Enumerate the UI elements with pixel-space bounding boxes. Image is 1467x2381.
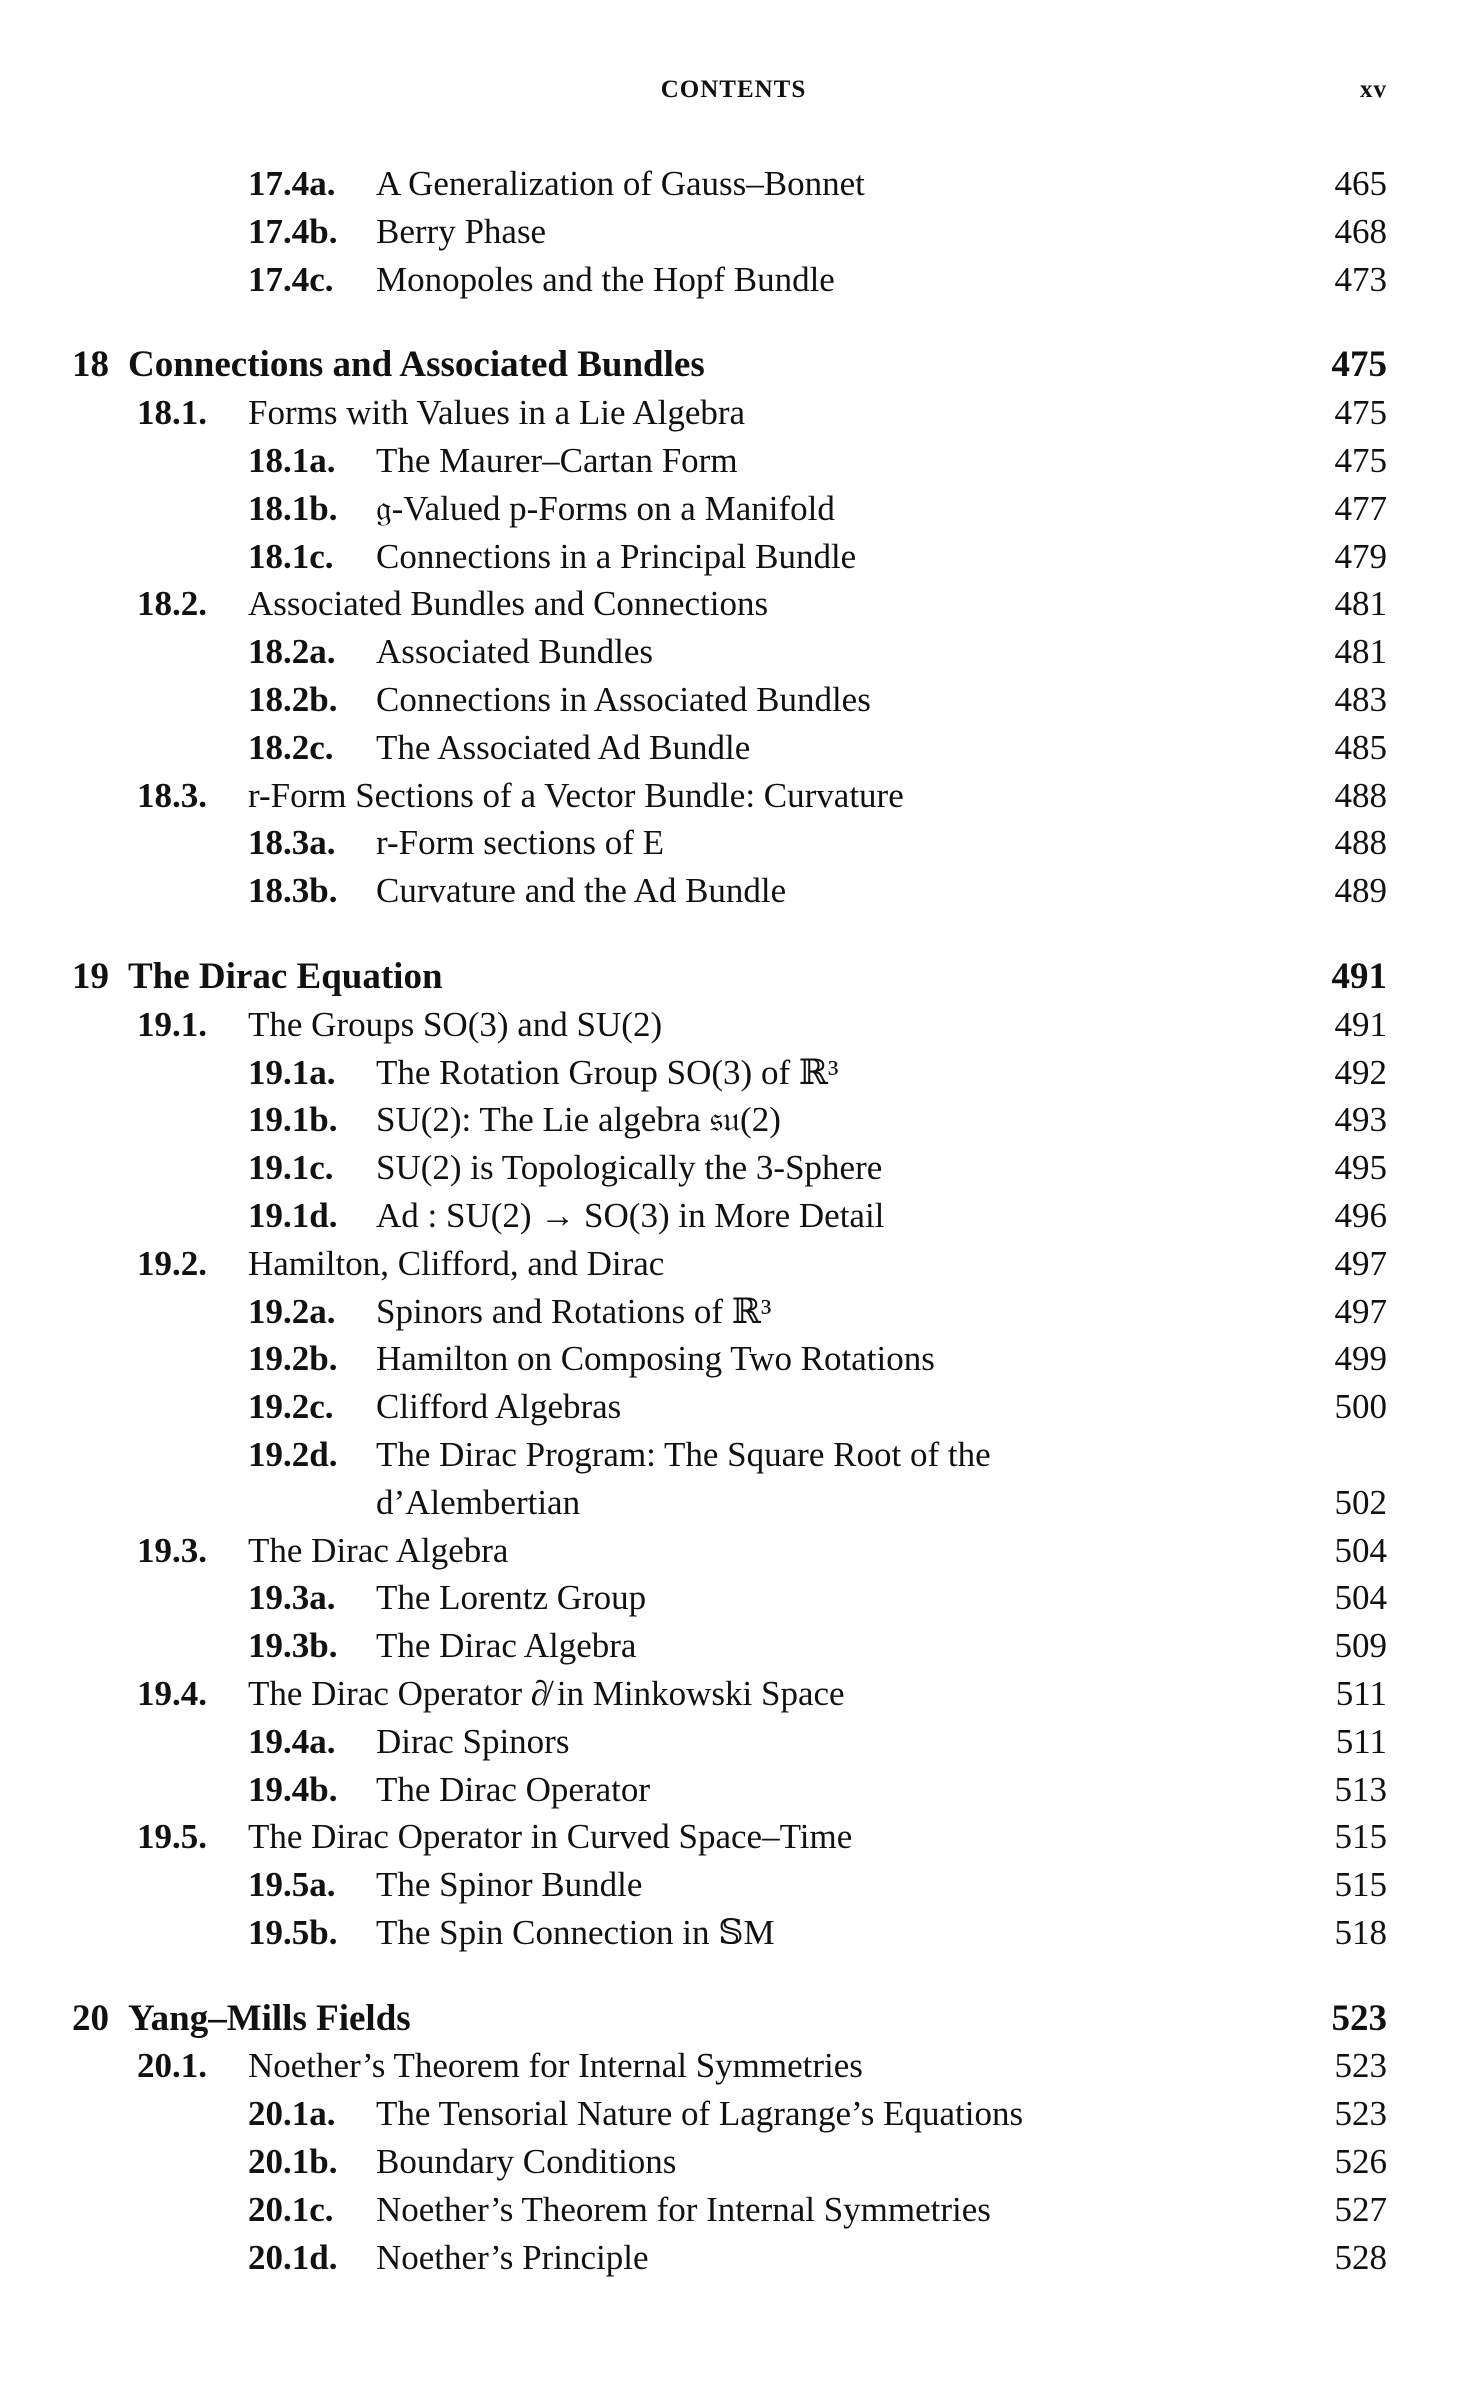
entry-number: 19	[72, 955, 109, 997]
entry-title: Curvature and the Ad Bundle	[376, 871, 787, 911]
entry-page: 473	[1334, 259, 1387, 299]
toc-entry-sub	[0, 724, 1467, 772]
toc-entry-sub	[0, 1288, 1467, 1336]
entry-number: 18.3.	[137, 775, 207, 815]
entry-title: The Tensorial Nature of Lagrange’s Equations	[376, 2094, 1024, 2134]
entry-page: 528	[1334, 2237, 1387, 2277]
entry-title: Forms with Values in a Lie Algebra	[248, 393, 746, 433]
toc-entry-sub	[0, 1383, 1467, 1431]
toc-entry-sub	[0, 1096, 1467, 1144]
entry-page: 488	[1334, 775, 1387, 815]
entry-page: 527	[1334, 2189, 1387, 2229]
entry-title: Spinors and Rotations of ℝ³	[376, 1291, 772, 1331]
entry-page: 523	[1334, 2094, 1387, 2134]
entry-page: 475	[1334, 440, 1387, 480]
entry-title: Yang–Mills Fields	[128, 1997, 411, 2039]
entry-title: Clifford Algebras	[376, 1387, 622, 1427]
entry-page: 513	[1334, 1769, 1387, 1809]
toc-entry-sub	[0, 437, 1467, 485]
toc-entry-sub	[0, 1144, 1467, 1192]
toc-entry-sub	[0, 2090, 1467, 2138]
entry-title: Boundary Conditions	[376, 2142, 677, 2182]
toc-entry-sub	[0, 256, 1467, 304]
entry-page: 511	[1335, 1673, 1387, 1713]
entry-page: 489	[1334, 871, 1387, 911]
toc-entry-cont	[0, 1479, 1467, 1527]
entry-page: 485	[1334, 727, 1387, 767]
entry-title: Ad : SU(2) → SO(3) in More Detail	[376, 1195, 885, 1235]
toc-entry-section	[0, 1670, 1467, 1718]
entry-number: 20.1d.	[248, 2237, 338, 2277]
entry-page: 465	[1334, 164, 1387, 203]
entry-title: SU(2) is Topologically the 3-Sphere	[376, 1148, 883, 1188]
entry-number: 20.1.	[137, 2046, 207, 2086]
entry-title: The Spinor Bundle	[376, 1865, 643, 1905]
entry-title: The Dirac Equation	[128, 955, 443, 997]
entry-title: The Lorentz Group	[376, 1578, 647, 1618]
toc-entry-sub	[0, 1431, 1467, 1479]
entry-number: 20.1b.	[248, 2142, 338, 2182]
entry-title: Dirac Spinors	[376, 1721, 570, 1761]
entry-page: 491	[1334, 1004, 1387, 1044]
entry-page: 488	[1334, 823, 1387, 863]
entry-title: Connections in a Principal Bundle	[376, 536, 857, 576]
entry-title: d’Alembertian	[376, 1482, 581, 1522]
entry-number: 19.2a.	[248, 1291, 336, 1331]
toc-entry-chapter	[0, 341, 1467, 389]
entry-number: 18.1c.	[248, 536, 334, 576]
entry-title: The Dirac Algebra	[376, 1626, 637, 1666]
toc-entry-sub	[0, 628, 1467, 676]
entry-number: 18.1a.	[248, 440, 336, 480]
entry-title: SU(2): The Lie algebra 𝔰𝔲(2)	[376, 1100, 781, 1140]
toc-entry-sub	[0, 485, 1467, 533]
entry-number: 19.3a.	[248, 1578, 336, 1618]
entry-page: 468	[1334, 211, 1387, 251]
entry-number: 19.2d.	[248, 1434, 338, 1474]
entry-title: The Rotation Group SO(3) of ℝ³	[376, 1052, 839, 1092]
toc-entry-sub	[0, 867, 1467, 915]
entry-title: Noether’s Principle	[376, 2237, 649, 2277]
entry-title: r-Form Sections of a Vector Bundle: Curvature	[248, 775, 904, 815]
toc-entry-section	[0, 580, 1467, 628]
entry-number: 19.4.	[137, 1673, 207, 1713]
toc-entry-sub	[0, 676, 1467, 724]
entry-title: The Maurer–Cartan Form	[376, 440, 738, 480]
entry-number: 19.2c.	[248, 1387, 334, 1427]
entry-page: 515	[1334, 1865, 1387, 1905]
entry-title: Berry Phase	[376, 211, 547, 251]
entry-number: 17.4c.	[248, 259, 334, 299]
entry-page: 504	[1334, 1530, 1387, 1570]
entry-title: Monopoles and the Hopf Bundle	[376, 259, 835, 299]
entry-number: 19.5b.	[248, 1912, 338, 1952]
toc-entry-sub	[0, 1861, 1467, 1909]
entry-title: Noether’s Theorem for Internal Symmetries	[376, 2189, 991, 2229]
toc-entry-sub	[0, 1192, 1467, 1240]
entry-number: 19.5a.	[248, 1865, 336, 1905]
entry-page: 496	[1334, 1195, 1387, 1235]
entry-number: 18.2.	[137, 584, 207, 624]
entry-title: Associated Bundles and Connections	[248, 584, 769, 624]
entry-title: Connections and Associated Bundles	[128, 344, 705, 386]
entry-page: 523	[1331, 1997, 1387, 2039]
toc-entry-sub	[0, 1766, 1467, 1814]
table-of-contents	[0, 160, 1467, 2281]
entry-number: 17.4b.	[248, 211, 338, 251]
entry-number: 19.3.	[137, 1530, 207, 1570]
entry-number: 18.2b.	[248, 679, 338, 719]
toc-entry-sub	[0, 208, 1467, 256]
entry-page: 497	[1334, 1291, 1387, 1331]
toc-entry-sub	[0, 1622, 1467, 1670]
toc-entry-sub	[0, 2234, 1467, 2282]
entry-title: 𝔤-Valued p-Forms on a Manifold	[376, 488, 835, 528]
entry-number: 19.1b.	[248, 1100, 338, 1140]
entry-number: 19.2.	[137, 1243, 207, 1283]
entry-page: 475	[1334, 393, 1387, 433]
toc-entry-section	[0, 1813, 1467, 1861]
toc-entry-chapter	[0, 1995, 1467, 2043]
entry-page: 499	[1334, 1339, 1387, 1379]
toc-entry-section	[0, 772, 1467, 820]
entry-page: 515	[1334, 1817, 1387, 1857]
entry-page: 511	[1335, 1721, 1387, 1761]
entry-page: 483	[1334, 679, 1387, 719]
toc-entry-sub	[0, 1718, 1467, 1766]
entry-number: 19.1d.	[248, 1195, 338, 1235]
entry-page: 491	[1331, 955, 1387, 997]
toc-entry-chapter	[0, 953, 1467, 1001]
header-title: CONTENTS	[660, 76, 807, 103]
entry-title: The Dirac Algebra	[248, 1530, 509, 1570]
entry-number: 17.4a.	[248, 164, 336, 203]
entry-number: 18.2a.	[248, 632, 336, 672]
entry-title: Noether’s Theorem for Internal Symmetries	[248, 2046, 863, 2086]
entry-page: 509	[1334, 1626, 1387, 1666]
entry-number: 19.1.	[137, 1004, 207, 1044]
toc-entry-section	[0, 2042, 1467, 2090]
entry-page: 526	[1334, 2142, 1387, 2182]
entry-number: 19.1a.	[248, 1052, 336, 1092]
entry-number: 19.1c.	[248, 1148, 334, 1188]
entry-page: 518	[1334, 1912, 1387, 1952]
entry-page: 523	[1334, 2046, 1387, 2086]
toc-entry-sub	[0, 2138, 1467, 2186]
entry-title: Connections in Associated Bundles	[376, 679, 871, 719]
entry-page: 481	[1334, 584, 1387, 624]
entry-title: The Dirac Operator	[376, 1769, 651, 1809]
entry-page: 504	[1334, 1578, 1387, 1618]
entry-page: 481	[1334, 632, 1387, 672]
entry-number: 19.5.	[137, 1817, 207, 1857]
toc-entry-sub	[0, 1049, 1467, 1097]
entry-page: 497	[1334, 1243, 1387, 1283]
entry-title: The Associated Ad Bundle	[376, 727, 751, 767]
entry-title: Hamilton on Composing Two Rotations	[376, 1339, 935, 1379]
toc-entry-sub	[0, 2186, 1467, 2234]
entry-title: A Generalization of Gauss–Bonnet	[376, 164, 865, 203]
toc-entry-sub	[0, 533, 1467, 581]
entry-title: The Dirac Operator in Curved Space–Time	[248, 1817, 853, 1857]
entry-page: 500	[1334, 1387, 1387, 1427]
toc-entry-sub	[0, 1335, 1467, 1383]
toc-entry-sub	[0, 160, 1467, 208]
entry-number: 20.1a.	[248, 2094, 336, 2134]
entry-number: 18.3a.	[248, 823, 336, 863]
toc-entry-sub	[0, 1909, 1467, 1957]
entry-number: 18.1.	[137, 393, 207, 433]
entry-page: 475	[1331, 344, 1387, 386]
entry-number: 18.3b.	[248, 871, 338, 911]
entry-number: 19.4b.	[248, 1769, 338, 1809]
entry-title: The Dirac Operator ∂̸ in Minkowski Space	[248, 1673, 845, 1713]
entry-number: 18.1b.	[248, 488, 338, 528]
entry-number: 18.2c.	[248, 727, 334, 767]
toc-entry-section	[0, 1527, 1467, 1575]
entry-page: 477	[1334, 488, 1387, 528]
entry-page: 493	[1334, 1100, 1387, 1140]
toc-entry-section	[0, 1240, 1467, 1288]
entry-number: 20.1c.	[248, 2189, 334, 2229]
entry-number: 19.3b.	[248, 1626, 338, 1666]
entry-number: 20	[72, 1997, 109, 2039]
toc-entry-section	[0, 1001, 1467, 1049]
entry-number: 19.2b.	[248, 1339, 338, 1379]
toc-entry-section	[0, 389, 1467, 437]
entry-title: The Spin Connection in 𝕊M	[376, 1912, 775, 1952]
running-header	[0, 76, 1467, 108]
entry-title: Associated Bundles	[376, 632, 654, 672]
entry-title: The Groups SO(3) and SU(2)	[248, 1004, 663, 1044]
entry-title: r-Form sections of E	[376, 823, 664, 863]
toc-entry-sub	[0, 819, 1467, 867]
entry-page: 495	[1334, 1148, 1387, 1188]
entry-number: 18	[72, 344, 109, 386]
entry-page: 502	[1334, 1482, 1387, 1522]
entry-page: 479	[1334, 536, 1387, 576]
entry-title: Hamilton, Clifford, and Dirac	[248, 1243, 665, 1283]
entry-title: The Dirac Program: The Square Root of the	[376, 1434, 991, 1474]
entry-number: 19.4a.	[248, 1721, 336, 1761]
toc-entry-sub	[0, 1574, 1467, 1622]
header-page-number: xv	[1360, 76, 1387, 103]
entry-page: 492	[1334, 1052, 1387, 1092]
